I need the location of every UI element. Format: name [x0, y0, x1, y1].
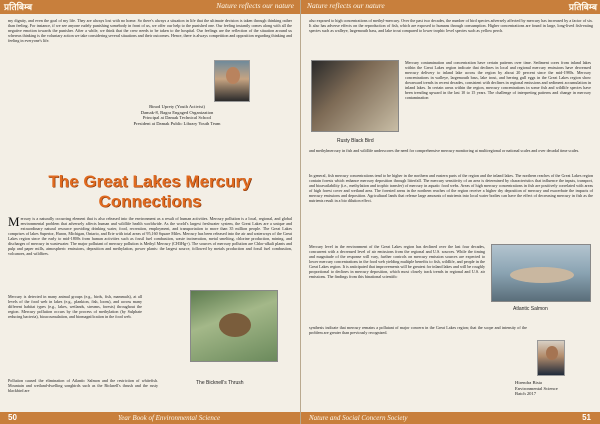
right-author-signature — [515, 380, 569, 397]
right-page — [300, 0, 600, 424]
photo-caption: The Bicknell's Thrush — [196, 380, 244, 386]
article-body-column: Mercury is detected in many animal groups (e.g., birds, fish, mammals), at all levels of the food web in lakes (e.g., plankton, fish, loons), and across many different habitat types (e.g., lakes, wetlands, streams, forests) throughout the region. Mercury pollution occurs by the process of methylation (by Sulphate reducing bacteria), bioaccumulation, and biomagnification in the food web. — [8, 294, 142, 320]
footer-text: Nature and Social Concern Society — [309, 413, 408, 422]
left-header — [0, 0, 300, 14]
page-number: 51 — [582, 413, 591, 422]
right-top-text: also exposed to high concentrations of methyl-mercury. Over the past two decades, the number of bird species adversely affected by mercury has increased by a factor of six. It also has adverse effects on the reproduction of fish, which are exposed to humans through consumption. Higher concentrations are found in large, long-lived fish-eating species such as walleye, largemouth bass, and lake trout compared to lower trophic level species such as yellow perch. — [309, 18, 593, 34]
signature-line: Hirendra Bista — [515, 380, 542, 385]
photo-caption: Rusty Black Bird — [337, 138, 374, 144]
right-header — [301, 0, 600, 14]
left-author-signature — [112, 104, 242, 126]
right-tagline: Nature reflects our nature — [307, 1, 385, 10]
signature-line: Batch 2017 — [515, 391, 537, 397]
right-mid-text-continued: and methylmercury in fish and wildlife underscores the need for comprehensive mercury monitoring at multiregional or national scales and over decadal time scales. — [309, 148, 580, 153]
signature-line: Principal at Damak Technical School — [142, 115, 212, 121]
right-mid-text: Mercury contamination and concentration have certain patterns over time. Sediment cores from inland lakes within the Great Lakes region indicate that declines in local and regional mercury emissions have decreased mercury delivery to inland lake across the region by about 20 percent since the mid-1980s. Mercury concentrations in walleye, largemouth bass, lake trout, and herring gull eggs in the Great Lakes region show downward trends in recent decades, consistent with declines in regional emissions and sediment accumulation in inland lakes. In certain areas within the region, mercury concentrations in some fish and wildlife species have been trending upward in the last 10 to 15 years. The challenge of interpreting patterns and change in mercury contamination — [405, 60, 591, 101]
signature-line: President at Damak Public Library Youth Team — [133, 120, 221, 126]
right-paragraph: Mercury level in the environment of the Great Lakes region has declined over the last four decades, concurrent with a decreased level of air emissions from the regional and U.S. sources. While the timing and magnitude of the response will vary, further controls on mercury emission sources are expected to lower mercury concentrations in the food web yielding multiple benefits to fish, wildlife, and people in the Great Lakes region. It is anticipated that improvements will be greatest for inland lakes and will be roughly proportional to declines in mercury deposition, which most closely track trends in regional and U.S. air emissions. The findings from this binational scientific — [309, 244, 485, 280]
right-footer — [301, 412, 600, 424]
footer-text: Year Book of Environmental Science — [118, 413, 221, 422]
signature-line: Environmental Science — [515, 385, 558, 391]
right-masthead: प्रतिबिम्ब — [568, 3, 597, 13]
blackbird-photo — [311, 60, 399, 132]
drop-cap: M — [8, 214, 20, 229]
thrush-photo — [190, 290, 278, 362]
article-body-intro — [8, 216, 292, 256]
body-intro-text: ercury is a naturally occurring element that is also released into the environment as a result of human activities. Mercury pollution is a local, regional, and global environmental problem that adversely affects human and wildlife health worldwide. As the world's largest freshwater system, the Great Lakes are a unique and extraordinary natural resource providing drinking water, food, recreation, employment, and transportation to more than 35 million people. The Great Lakes comprises of lakes Superior, Huron, Michigan, Ontario, and Erie with total areas of 95,160 Square Miles. Mercury has been released into the air and waterways of the Great Lakes region since the early to mid-1800s from human activities such as fossil fuel combustion, waste incineration, metal smelting, chlorine production, mining, and discharges of mercury in wastewater. The major pollutant of mercury pollution is Methyl Mercury (CH3Hg+). The sources of mercury pollution are Chlor-alkali plants and pulp and paper mills, atmospheric emissions, deposition and methylation, power plants: the largest source, followed by metals production and fossil fuel combustion, volcanoes, and wildfires. — [8, 216, 292, 257]
left-footer — [0, 412, 300, 424]
right-bottom-text: synthesis indicate that mercury remains a pollutant of major concern in the Great Lakes region; that the scope and intensity of the problem are greater than previously recognized. — [309, 325, 527, 336]
left-intro-text: my dignity, and even the goal of my life. They are always lost with no home. So there's always a situation in life that the ultimate decision is taken through thinking rather than feeling. For instance, if we see anyone rudely punishing somebody in front of us, we offer our help to the punished one. Our feeling instantly comes along with all the negative emotion towards the punisher. After a while, we think that the crew needs to be taken to the hospital. Our feelings are the reflection of the situation around us whereas thinking is the voluntary action we take considering several situations and their outcomes. Hence, there is always competition and opposition regarding thinking and feeling in everyone's life. — [8, 18, 292, 44]
article-title: The Great Lakes Mercury Connections — [48, 172, 252, 211]
page-number: 50 — [8, 413, 17, 422]
article-body-column: Pollution caused the elimination of Atlantic Salmon and the restriction of whitefish. Mountain and wetland-dwelling songbirds such as the Bicknell's thrush and the rusty blackbird are — [8, 378, 158, 394]
signature-line: Binod Uprety (Youth Activist) — [149, 104, 205, 109]
right-paragraph: In general, fish mercury concentrations tend to be higher in the northern and eastern parts of the region and the inland lakes. The northern reaches of the Great Lakes region contain forests which enhance mercury deposition through litterfall. The mercury sensitivity of an area is determined by characteristics that influence the inputs, transport, and bioavailability (i.e., methylation and trophic transfer) of mercury in aquatic food webs. Areas of high mercury concentrations in fish are positively correlated with areas of high forest cover and wetland area. The forested areas in the northern reaches of the region receive a higher dry deposition of mercury and exacerbate the impacts of mercury emissions and deposition. Agricultural lands that release large amounts of nutrients into local water bodies can have the effect of decreasing mercury in fish as the nutrients result in a bio dilution effect. — [309, 173, 593, 204]
signature-line: Damak-8, Bagra Engaged Organization — [140, 109, 214, 115]
left-masthead: प्रतिबिम्ब — [4, 3, 33, 13]
author-portrait-photo — [214, 60, 250, 102]
author-portrait-photo — [537, 340, 565, 376]
salmon-photo — [491, 244, 591, 302]
left-tagline: Nature reflects our nature — [216, 1, 294, 10]
photo-caption: Atlantic Salmon — [513, 306, 548, 312]
